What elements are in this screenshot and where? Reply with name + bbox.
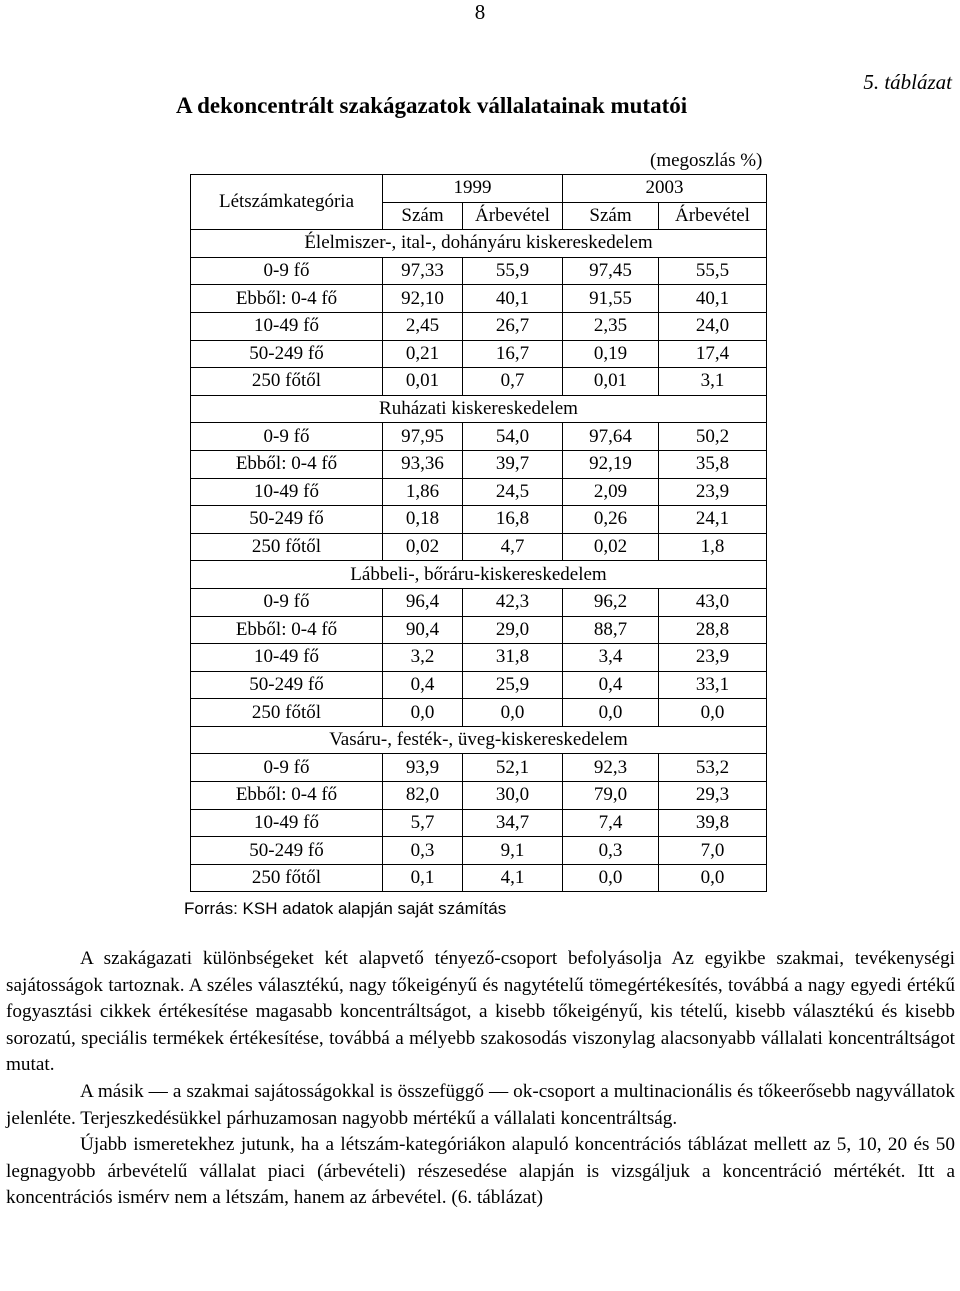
table-cell: 2,35 [563,312,659,340]
table-cell: 0,01 [563,368,659,396]
table-cell: 31,8 [463,644,563,672]
table-cell: 97,95 [383,423,463,451]
table-cell: 9,1 [463,837,563,865]
table-cell: 0,26 [563,506,659,534]
table-cell: 28,8 [659,616,767,644]
header-category: Létszámkategória [191,175,383,230]
table-cell: 0,4 [563,671,659,699]
table-cell: 17,4 [659,340,767,368]
table-cell: 24,1 [659,506,767,534]
row-category: 10-49 fő [191,809,383,837]
table-cell: 40,1 [659,285,767,313]
table-row [191,754,767,782]
table-cell: 39,7 [463,450,563,478]
table-cell: 0,0 [563,864,659,892]
data-table [190,174,767,892]
table-row [191,478,767,506]
paragraph: A másik — a szakmai sajátosságokkal is összefüggő — ok-csoport a multinacionális és tőkeerősebb nagyvállatok jelenléte. Terjeszkedésükkel párhuzamosan nagyobb mértékű a vállalati koncentráltság. [6,1080,955,1129]
table-row [191,644,767,672]
header-revenue: Árbevétel [659,202,767,230]
table-cell: 0,7 [463,368,563,396]
row-category: Ebből: 0-4 fő [191,285,383,313]
table-cell: 4,1 [463,864,563,892]
table-row [191,506,767,534]
table-cell: 0,0 [659,864,767,892]
section-header-row [191,230,767,258]
table-row [191,837,767,865]
page-number: 8 [474,0,486,24]
table-cell: 82,0 [383,782,463,810]
section-title: Élelmiszer-, ital-, dohányáru kiskereskedelem [191,230,767,258]
row-category: Ebből: 0-4 fő [191,450,383,478]
table-cell: 0,21 [383,340,463,368]
table-cell: 79,0 [563,782,659,810]
table-cell: 0,0 [659,699,767,727]
paragraph: Újabb ismeretekhez jutunk, ha a létszám-kategóriákon alapuló koncentrációs táblázat mellett az 5, 10, 20 és 50 legnagyobb árbevételű vállalat piaci (árbevételi) részesedése alapján is vizsgáljuk a koncentráció mértékét. Itt a koncentrációs ismérv nem a létszám, hanem az árbevétel. (6. táblázat) [6,1134,955,1209]
header-row-years [191,175,767,203]
table-cell: 3,1 [659,368,767,396]
header-count: Szám [383,202,463,230]
table-cell: 3,2 [383,644,463,672]
table-row [191,423,767,451]
row-category: 0-9 fő [191,257,383,285]
table-cell: 34,7 [463,809,563,837]
table-cell: 0,0 [563,699,659,727]
row-category: 250 főtől [191,533,383,561]
table-cell: 0,02 [383,533,463,561]
table-cell: 53,2 [659,754,767,782]
table-cell: 92,10 [383,285,463,313]
table-cell: 25,9 [463,671,563,699]
table-row [191,450,767,478]
row-category: 0-9 fő [191,754,383,782]
row-category: 250 főtől [191,864,383,892]
header-year-2003: 2003 [563,175,767,203]
section-header-row [191,395,767,423]
table-cell: 30,0 [463,782,563,810]
table-cell: 5,7 [383,809,463,837]
table-row [191,588,767,616]
table-cell: 90,4 [383,616,463,644]
table-cell: 43,0 [659,588,767,616]
table-cell: 16,7 [463,340,563,368]
row-category: 10-49 fő [191,478,383,506]
table-cell: 54,0 [463,423,563,451]
section-header-row [191,561,767,589]
row-category: Ebből: 0-4 fő [191,616,383,644]
table-cell: 97,45 [563,257,659,285]
table-label: 5. táblázat [863,70,952,94]
table-cell: 3,4 [563,644,659,672]
table-cell: 88,7 [563,616,659,644]
table-cell: 40,1 [463,285,563,313]
table-row [191,809,767,837]
header-count: Szám [563,202,659,230]
table-cell: 7,0 [659,837,767,865]
table-cell: 91,55 [563,285,659,313]
table-row [191,616,767,644]
table-row [191,285,767,313]
table-cell: 0,0 [383,699,463,727]
section-title: Vasáru-, festék-, üveg-kiskereskedelem [191,726,767,754]
body-text [6,946,955,1212]
table-cell: 92,3 [563,754,659,782]
table-title: A dekoncentrált szakágazatok vállalatainak mutatói [176,93,688,118]
table-cell: 26,7 [463,312,563,340]
table-cell: 0,18 [383,506,463,534]
table-cell: 0,4 [383,671,463,699]
table-cell: 96,2 [563,588,659,616]
table-body [191,175,767,892]
table-cell: 0,3 [383,837,463,865]
table-cell: 33,1 [659,671,767,699]
table-cell: 23,9 [659,478,767,506]
table-cell: 4,7 [463,533,563,561]
row-category: 50-249 fő [191,837,383,865]
table-cell: 0,1 [383,864,463,892]
row-category: 250 főtől [191,368,383,396]
table-row [191,533,767,561]
table-cell: 0,0 [463,699,563,727]
table-cell: 92,19 [563,450,659,478]
table-cell: 16,8 [463,506,563,534]
source-note: Forrás: KSH adatok alapján saját számítás [184,899,507,918]
table-cell: 0,02 [563,533,659,561]
table-cell: 93,9 [383,754,463,782]
table-cell: 23,9 [659,644,767,672]
section-title: Lábbeli-, bőráru-kiskereskedelem [191,561,767,589]
row-category: 50-249 fő [191,340,383,368]
header-year-1999: 1999 [383,175,563,203]
table-row [191,782,767,810]
table-row [191,340,767,368]
table-row [191,864,767,892]
table-cell: 29,3 [659,782,767,810]
header-revenue: Árbevétel [463,202,563,230]
table-cell: 39,8 [659,809,767,837]
row-category: 50-249 fő [191,671,383,699]
table-cell: 0,3 [563,837,659,865]
table-cell: 93,36 [383,450,463,478]
row-category: 0-9 fő [191,423,383,451]
row-category: 50-249 fő [191,506,383,534]
table-cell: 0,19 [563,340,659,368]
table-cell: 35,8 [659,450,767,478]
table-row [191,699,767,727]
table-cell: 97,64 [563,423,659,451]
table-cell: 55,5 [659,257,767,285]
table-cell: 24,5 [463,478,563,506]
table-cell: 2,45 [383,312,463,340]
table-cell: 52,1 [463,754,563,782]
table-row [191,257,767,285]
table-row [191,368,767,396]
table-cell: 24,0 [659,312,767,340]
section-title: Ruházati kiskereskedelem [191,395,767,423]
table-cell: 29,0 [463,616,563,644]
row-category: Ebből: 0-4 fő [191,782,383,810]
table-cell: 42,3 [463,588,563,616]
table-cell: 7,4 [563,809,659,837]
unit-note: (megoszlás %) [650,150,763,171]
table-row [191,312,767,340]
row-category: 250 főtől [191,699,383,727]
table-cell: 2,09 [563,478,659,506]
table-cell: 96,4 [383,588,463,616]
table-cell: 97,33 [383,257,463,285]
table-cell: 1,86 [383,478,463,506]
row-category: 10-49 fő [191,644,383,672]
table-cell: 0,01 [383,368,463,396]
row-category: 10-49 fő [191,312,383,340]
paragraph: A szakágazati különbségeket két alapvető tényező-csoport befolyásolja Az egyikbe szakmai, tevékenységi sajátosságok tartoznak. A széles választékú, nagy tőkeigényű és nagytételű tömegértékesítés, továbbá a nagy egyedi értékű fogyasztási cikkek értékesítése magasabb koncentráltságot, a kisebb tőkeigényű, kis tételű, kisebb választékú és kisebb sorozatú, speciális termékek értékesítése, továbbá a mélyebb szakosodás viszonylag alacsonyabb vállalati koncentráltságot mutat. [6,948,955,1076]
table-cell: 55,9 [463,257,563,285]
section-header-row [191,726,767,754]
row-category: 0-9 fő [191,588,383,616]
table-row [191,671,767,699]
table-cell: 50,2 [659,423,767,451]
table-cell: 1,8 [659,533,767,561]
